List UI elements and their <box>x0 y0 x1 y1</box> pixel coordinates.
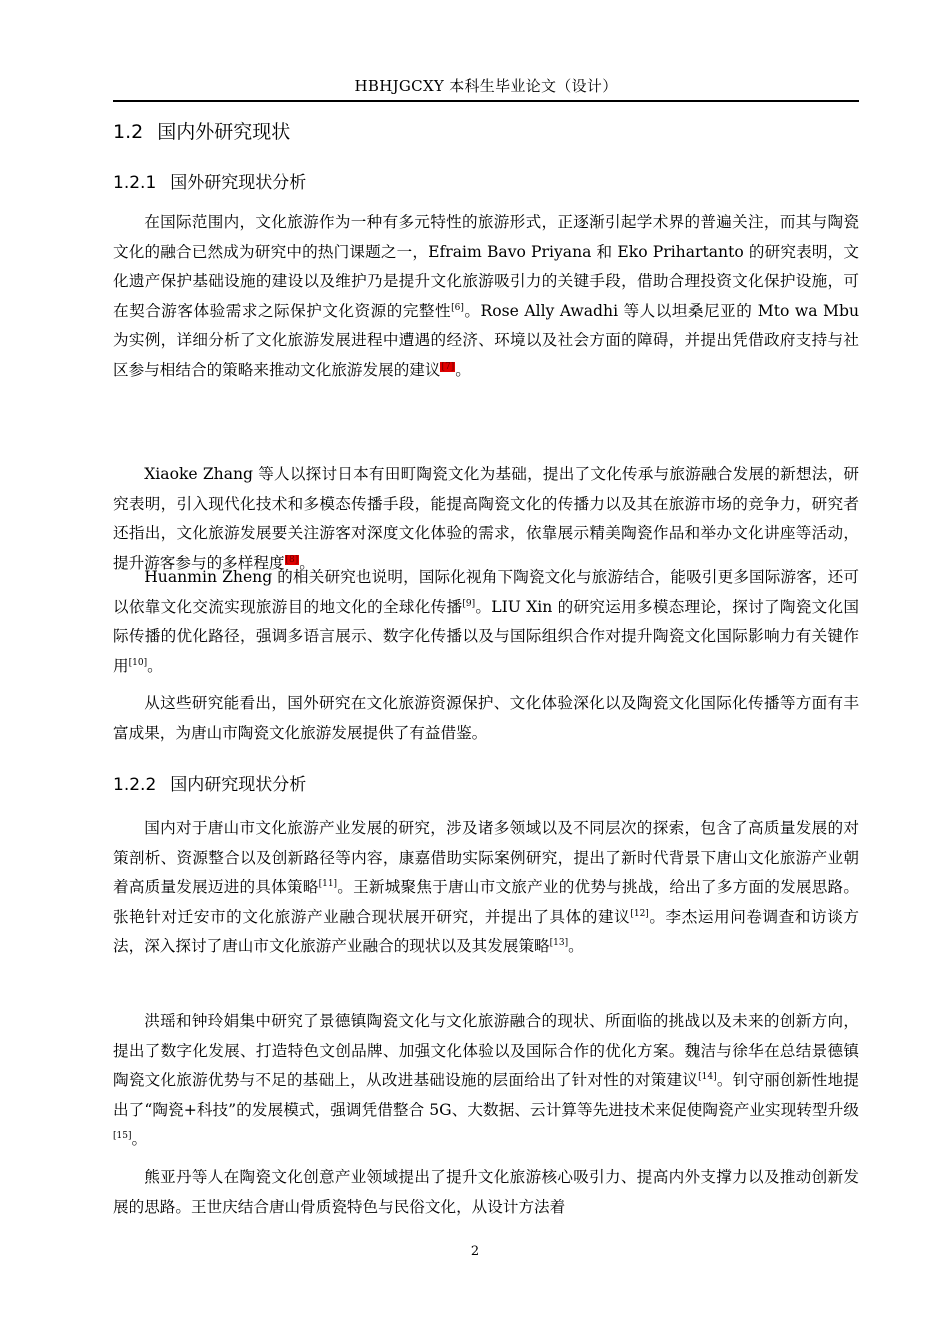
page-number: 2 <box>470 1244 480 1259</box>
citation[interactable]: [13] <box>549 938 569 949</box>
citation[interactable]: [12] <box>630 908 649 919</box>
paragraph: 洪瑶和钟玲娟集中研究了景德镇陶瓷文化与文化旅游融合的现状、所面临的挑战以及未来的创新方向，提出了数字化发展、打造特色文创品牌、加强文化体验以及国际合作的优化方案。魏洁与徐华在总结景德镇陶瓷文化旅游优势与不足的基础上，从改进基础设施的层面给出了针对性的对策建议[14]。钊守丽创新性地提出了“陶瓷+科技”的发展模式，强调凭借整合 5G、大数据、云计算等先进技术来促使陶瓷产业实现转型升级[15]。 <box>113 1012 859 1149</box>
citation[interactable]: [6] <box>451 302 464 313</box>
section-number: 1.2 <box>113 121 144 143</box>
citation[interactable]: [15] <box>113 1131 132 1142</box>
subsection-heading-foreign <box>113 170 306 196</box>
subsection-number: 1.2.1 <box>113 173 157 193</box>
subsection-heading-domestic <box>113 772 306 798</box>
header-rule <box>113 100 859 102</box>
subsection-number: 1.2.2 <box>113 775 157 795</box>
subsection-title: 国外研究现状分析 <box>170 173 307 193</box>
citation[interactable]: [10] <box>128 657 148 668</box>
citation-highlighted[interactable]: [8] <box>285 554 299 565</box>
paragraph: 在国际范围内，文化旅游作为一种有多元特性的旅游形式，正逐渐引起学术界的普遍关注，而其与陶瓷文化的融合已然成为研究中的热门课题之一，Efraim Bavo Priyana 和 Eko Prihartanto 的研究表明，文化遗产保护基础设施的建设以及维护乃是提升文化旅游吸引力的关键手段，借助合理投资文化保护设施，可在契合游客体验需求之际保护文化资源的完整性[6]。Rose Ally Awadhi 等人以坦桑尼亚的 Mto wa Mbu 为实例，详细分析了文化旅游发展进程中遭遇的经济、环境以及社会方面的障碍，并提出凭借政府支持与社区参与相结合的策略来推动文化旅游发展的建议[7]。 <box>113 213 859 379</box>
paragraph: Xiaoke Zhang 等人以探讨日本有田町陶瓷文化为基础，提出了文化传承与旅游融合发展的新想法，研究表明，引入现代化技术和多模态传播手段，能提高陶瓷文化的传播力以及其在旅游市场的竞争力，研究者还指出，文化旅游发展要关注游客对深度文化体验的需求，依靠展示精美陶瓷作品和举办文化讲座等活动，提升游客参与的多样程度[8]。 <box>113 465 859 572</box>
citation[interactable]: [14] <box>698 1072 717 1082</box>
running-header: HBHJGCXY 本科生毕业论文（设计） <box>354 77 618 95</box>
paragraph: Huanmin Zheng 的相关研究也说明，国际化视角下陶瓷文化与旅游结合，能吸引更多国际游客，还可以依靠文化交流实现旅游目的地文化的全球化传播[9]。LIU Xin 的研究运用多模态理论，探讨了陶瓷文化国际传播的优化路径，强调多语言展示、数字化传播以及与国际组织合作对提升陶瓷文化国际影响力有关键作用[10]。 <box>113 568 859 675</box>
section-heading <box>113 118 290 146</box>
paragraph: 熊亚丹等人在陶瓷文化创意产业领域提出了提升文化旅游核心吸引力、提高内外支撑力以及推动创新发展的思路。王世庆结合唐山骨质瓷特色与民俗文化，从设计方法着 <box>113 1168 859 1216</box>
citation-highlighted[interactable]: [7] <box>441 361 455 372</box>
paragraph: 国内对于唐山市文化旅游产业发展的研究，涉及诸多领域以及不同层次的探索，包含了高质量发展的对策剖析、资源整合以及创新路径等内容，康嘉借助实际案例研究，提出了新时代背景下唐山文化旅游产业朝着高质量发展迈进的具体策略[11]。王新城聚焦于唐山市文旅产业的优势与挑战，给出了多方面的发展思路。张艳针对迁安市的文化旅游产业融合现状展开研究，并提出了具体的建议[12]。李杰运用问卷调查和访谈方法，深入探讨了唐山市文化旅游产业融合的现状以及其发展策略[13]。 <box>113 819 859 956</box>
section-title: 国内外研究现状 <box>157 121 291 143</box>
paragraph: 从这些研究能看出，国外研究在文化旅游资源保护、文化体验深化以及陶瓷文化国际化传播等方面有丰富成果，为唐山市陶瓷文化旅游发展提供了有益借鉴。 <box>113 694 859 742</box>
citation[interactable]: [11] <box>318 879 338 889</box>
subsection-title: 国内研究现状分析 <box>170 775 307 795</box>
citation[interactable]: [9] <box>462 598 476 609</box>
